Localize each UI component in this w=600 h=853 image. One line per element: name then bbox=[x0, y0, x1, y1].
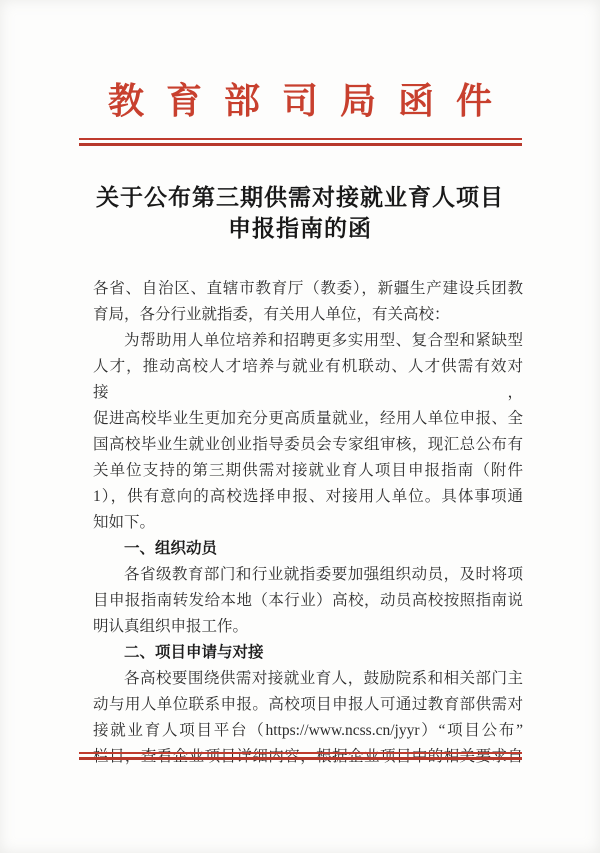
paragraph-line: 1），供有意向的高校选择申报、对接用人单位。具体事项通 bbox=[93, 488, 523, 505]
address-line: 各省、自治区、直辖市教育厅（教委），新疆生产建设兵团教 bbox=[93, 280, 523, 297]
paragraph-line: 接就业育人项目平台（https://www.ncss.cn/jyyr）“项目公布” bbox=[93, 722, 523, 739]
paragraph-line: 国高校毕业生就业创业指导委员会专家组审核，现汇总公布有 bbox=[93, 436, 523, 453]
letterhead-divider-rule bbox=[79, 138, 522, 146]
letterhead-title: 教育部司局函件 bbox=[107, 81, 514, 121]
paragraph-line: 各高校要围绕供需对接就业育人，鼓励院系和相关部门主 bbox=[124, 670, 523, 687]
paragraph-line: 为帮助用人单位培养和招聘更多实用型、复合型和紧缺型 bbox=[124, 332, 523, 349]
footer-divider-rule bbox=[79, 752, 522, 760]
paragraph-line: 关单位支持的第三期供需对接就业育人项目申报指南（附件 bbox=[93, 462, 523, 479]
document-title-line-2: 申报指南的函 bbox=[228, 216, 372, 241]
paragraph-line: 知如下。 bbox=[93, 514, 156, 531]
document-title-line-1: 关于公布第三期供需对接就业育人项目 bbox=[96, 185, 504, 210]
paragraph-line: 人才，推动高校人才培养与就业有机联动、人才供需有效对接， bbox=[93, 358, 523, 401]
document-body bbox=[93, 276, 523, 770]
paragraph-line: 动与用人单位联系申报。高校项目申报人可通过教育部供需对 bbox=[93, 696, 523, 713]
paragraph-line: 促进高校毕业生更加充分更高质量就业，经用人单位申报、全 bbox=[93, 410, 523, 427]
address-line: 育局，各分行业就指委，有关用人单位，有关高校： bbox=[93, 306, 450, 323]
section-heading: 一、组织动员 bbox=[124, 540, 218, 557]
document-title bbox=[0, 182, 600, 244]
paragraph-line: 各省级教育部门和行业就指委要加强组织动员，及时将项 bbox=[124, 566, 523, 583]
paragraph-line: 明认真组织申报工作。 bbox=[93, 618, 249, 635]
paragraph-line: 栏目，查看企业项目详细内容，根据企业项目中的相关要求自 bbox=[93, 748, 523, 765]
section-heading: 二、项目申请与对接 bbox=[124, 644, 264, 661]
paragraph-line: 目申报指南转发给本地（本行业）高校，动员高校按照指南说 bbox=[93, 592, 523, 609]
